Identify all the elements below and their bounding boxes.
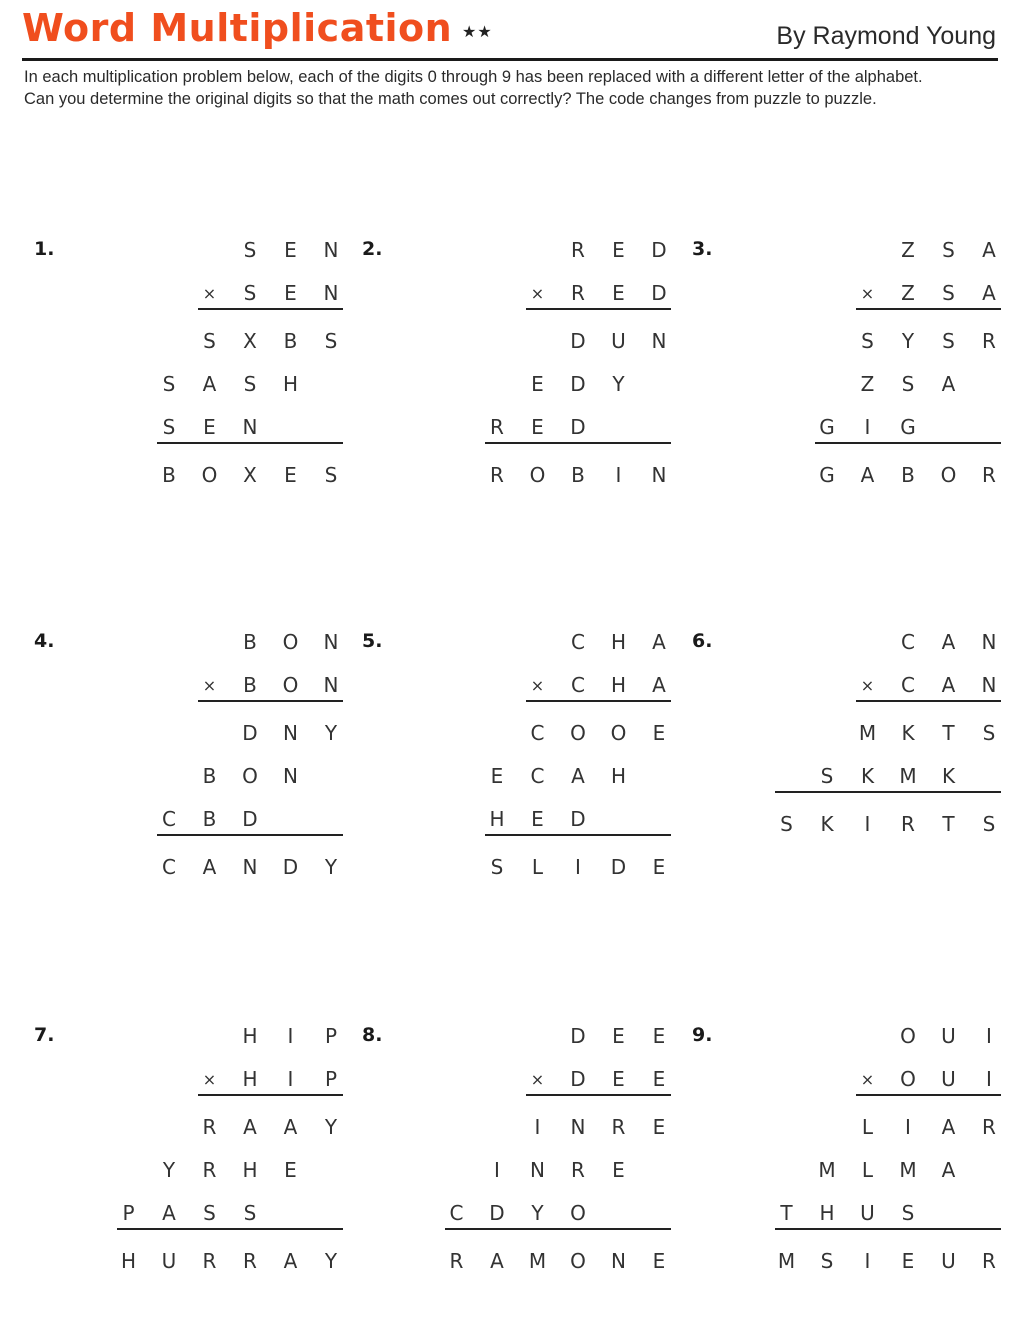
partial-product-1: I N R E [534, 1115, 666, 1139]
multiplicand: S E N [243, 238, 339, 262]
product-result: H U R R A Y [120, 1249, 338, 1273]
puzzle-1 [34, 238, 354, 538]
partial-product-3: G I G [819, 415, 916, 439]
product-result: M S I E U R [777, 1249, 996, 1273]
instructions-line-1: In each multiplication problem below, each of the digits 0 through 9 has been replaced with a different letter of the alphabet. [24, 68, 923, 86]
title-rule [22, 58, 998, 61]
product-result: S L I D E [490, 855, 666, 879]
sum-underline [775, 791, 1002, 793]
times-sign: × [860, 676, 875, 695]
multiplier: D E E × [362, 1067, 682, 1097]
puzzle-3 [692, 238, 1012, 538]
partial-product-3: C D Y O [449, 1201, 586, 1225]
multiplier-underline [856, 1094, 1002, 1096]
partial-product-1: D N Y [242, 721, 338, 745]
partial-product-2: Z S A [860, 372, 956, 396]
times-sign: × [530, 1070, 545, 1089]
partial-product-1: L I A R [861, 1115, 996, 1139]
multiplicand: B O N [243, 630, 339, 654]
puzzle-number: 6. [692, 630, 713, 652]
multiplier-underline [856, 700, 1002, 702]
multiplier: B O N × [34, 673, 354, 703]
sum-underline [485, 834, 671, 836]
sum-underline [117, 1228, 344, 1230]
multiplier-underline [198, 308, 344, 310]
multiplier: S E N × [34, 281, 354, 311]
sum-underline [485, 442, 671, 444]
multiplier: Z S A × [692, 281, 1012, 311]
partial-product-1: S X B S [203, 329, 338, 353]
partial-product-2: S K M K [820, 764, 956, 788]
multiplicand: D E E [570, 1024, 666, 1048]
times-sign: × [860, 1070, 875, 1089]
multiplier: C A N × [692, 673, 1012, 703]
partial-product-2: E D Y [531, 372, 625, 396]
partial-product-3: S E N [162, 415, 258, 439]
multiplier-underline [856, 308, 1002, 310]
partial-product-2: Y R H E [162, 1158, 297, 1182]
page-title: Word Multiplication [22, 6, 453, 50]
puzzle-number: 9. [692, 1024, 713, 1046]
partial-product-3: T H U S [780, 1201, 915, 1225]
product-result: B O X E S [162, 463, 338, 487]
partial-product-3: R E D [490, 415, 586, 439]
puzzle-8 [362, 1024, 682, 1324]
multiplier: H I P × [34, 1067, 354, 1097]
puzzle-7 [34, 1024, 354, 1324]
times-sign: × [202, 1070, 217, 1089]
multiplier-underline [526, 700, 672, 702]
partial-product-3: H E D [489, 807, 586, 831]
puzzle-number: 5. [362, 630, 383, 652]
partial-product-1: M K T S [858, 721, 996, 745]
partial-product-2: B O N [202, 764, 298, 788]
difficulty-stars: ★★ [462, 22, 493, 41]
partial-product-1: C O O E [530, 721, 666, 745]
multiplier-underline [198, 700, 344, 702]
puzzle-number: 7. [34, 1024, 55, 1046]
times-sign: × [202, 676, 217, 695]
times-sign: × [202, 284, 217, 303]
partial-product-1: R A A Y [202, 1115, 338, 1139]
multiplier: O U I × [692, 1067, 1012, 1097]
partial-product-2: E C A H [490, 764, 627, 788]
multiplier-underline [526, 1094, 672, 1096]
multiplier-underline [526, 308, 672, 310]
puzzle-6 [692, 630, 1012, 930]
multiplier-underline [198, 1094, 344, 1096]
multiplicand: Z S A [901, 238, 996, 262]
multiplicand: C H A [571, 630, 666, 654]
product-result: S K I R T S [780, 812, 996, 836]
times-sign: × [860, 284, 875, 303]
multiplier: R E D × [362, 281, 682, 311]
partial-product-2: I N R E [494, 1158, 625, 1182]
puzzle-9 [692, 1024, 1012, 1324]
product-result: G A B O R [819, 463, 996, 487]
sum-underline [157, 442, 343, 444]
sum-underline [775, 1228, 1002, 1230]
puzzle-number: 1. [34, 238, 55, 260]
partial-product-1: S Y S R [861, 329, 996, 353]
product-result: R A M O N E [449, 1249, 666, 1273]
puzzle-number: 8. [362, 1024, 383, 1046]
puzzle-2 [362, 238, 682, 538]
puzzle-number: 4. [34, 630, 55, 652]
sum-underline [815, 442, 1001, 444]
instructions-line-2: Can you determine the original digits so that the math comes out correctly? The code changes from puzzle to puzzle. [24, 90, 877, 108]
instructions [24, 66, 1004, 110]
multiplicand: H I P [242, 1024, 338, 1048]
multiplicand: C A N [901, 630, 997, 654]
author-credit: By Raymond Young [776, 22, 996, 50]
sum-underline [157, 834, 343, 836]
multiplicand: O U I [900, 1024, 992, 1048]
sum-underline [445, 1228, 672, 1230]
product-result: R O B I N [490, 463, 667, 487]
partial-product-3: P A S S [122, 1201, 257, 1225]
puzzle-4 [34, 630, 354, 930]
times-sign: × [530, 676, 545, 695]
puzzle-number: 3. [692, 238, 713, 260]
partial-product-1: D U N [570, 329, 667, 353]
multiplier: C H A × [362, 673, 682, 703]
puzzle-number: 2. [362, 238, 383, 260]
partial-product-2: S A S H [162, 372, 299, 396]
product-result: C A N D Y [162, 855, 338, 879]
puzzle-5 [362, 630, 682, 930]
multiplicand: R E D [571, 238, 667, 262]
times-sign: × [530, 284, 545, 303]
partial-product-2: M L M A [818, 1158, 956, 1182]
partial-product-3: C B D [162, 807, 258, 831]
